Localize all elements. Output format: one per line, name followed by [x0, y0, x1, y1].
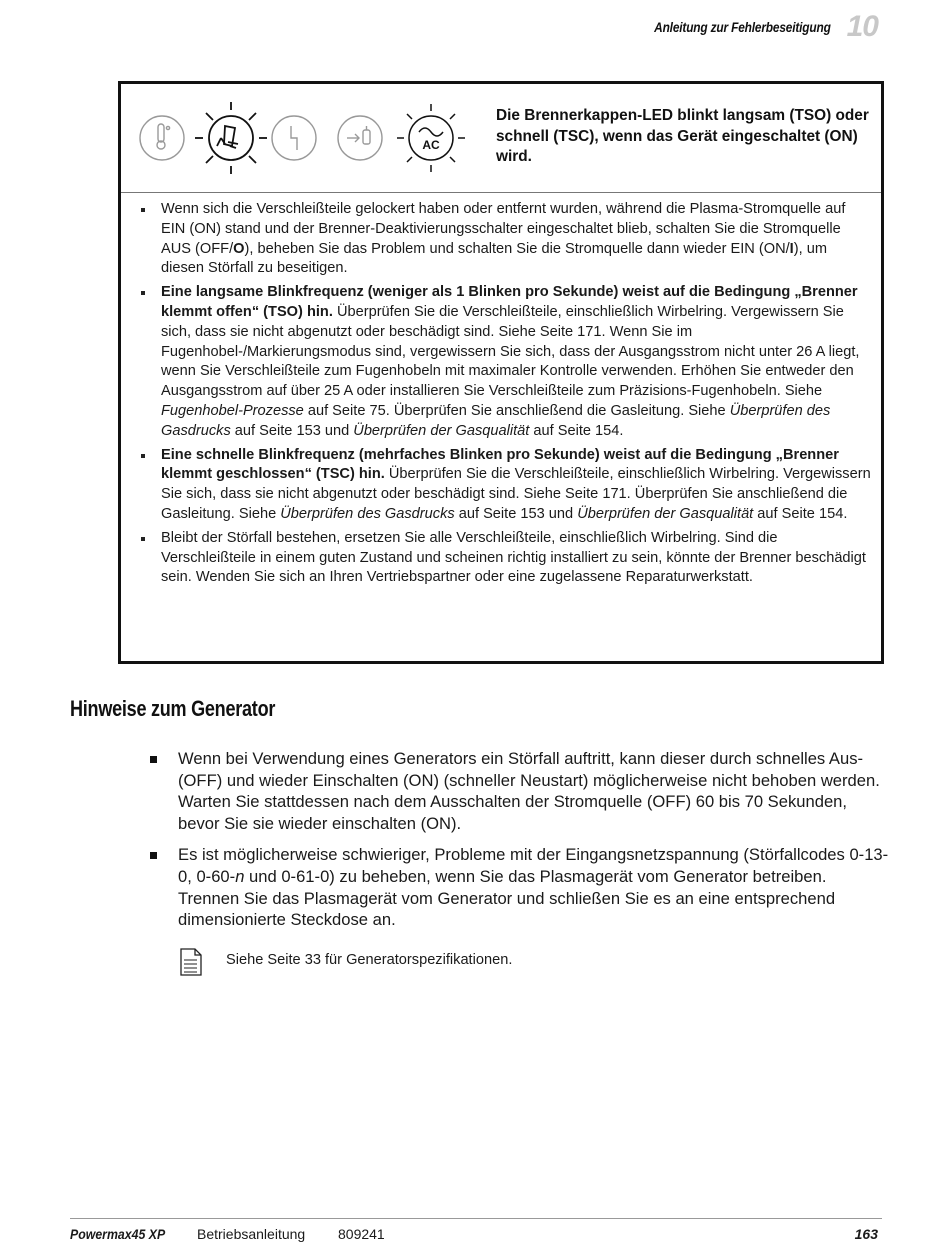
chapter-number: 10 — [846, 10, 878, 43]
fault-step: Bleibt der Störfall bestehen, ersetzen Sie alle Verschleißteile, einschließlich Wirbelring. Sind die Verschleißteile in einem guten Zustand und scheinen richtig installiert zu sein, könnte der Brenner beschädigt sein. Wenden Sie sich an Ihren Vertriebspartner oder eine zugelassene Reparaturwerkstatt. — [121, 529, 881, 588]
status-icons — [135, 98, 475, 178]
fault-box — [118, 81, 884, 664]
page-header — [623, 12, 878, 42]
footer-doc-title: Betriebsanleitung — [197, 1226, 306, 1242]
generator-note: Wenn bei Verwendung eines Generators ein Störfall auftritt, kann dieser durch schnelles Aus- (OFF) und wieder Einschalten (ON) (schneller Neustart) möglicherweise nicht behoben werden. Warten Sie stattdessen nach dem Ausschalten der Stromquelle (OFF) 60 bis 70 Sekunden, bevor Sie sie wieder einschalten (ON). — [150, 748, 890, 834]
fault-headline: Die Brennerkappen-LED blinkt langsam (TSO) oder schnell (TSC), wenn das Gerät eingeschaltet (ON) wird. — [496, 107, 869, 165]
torch-cap-icon — [195, 102, 267, 174]
reference-note — [180, 948, 512, 976]
document-note-icon — [180, 948, 202, 976]
generator-notes — [150, 748, 890, 941]
fault-steps — [121, 200, 881, 592]
fault-icon — [272, 116, 316, 160]
gas-pressure-icon — [338, 116, 382, 160]
ac-label: AC — [422, 138, 440, 152]
generator-note: Es ist möglicherweise schwieriger, Probleme mit der Eingangsnetzspannung (Störfallcodes 0-13-0, 0-60-n und 0-61-0) zu beheben, wenn Sie das Plasmagerät vom Generator betreiben. Trennen Sie das Plasmagerät vom Generator und schließen Sie es an eine entsprechend dimensionierte Steckdose an. — [150, 844, 890, 930]
footer-doc-number: 809241 — [338, 1226, 385, 1242]
note-text: Siehe Seite 33 für Generatorspezifikationen. — [226, 952, 513, 968]
fault-step: Eine langsame Blinkfrequenz (weniger als 1 Blinken pro Sekunde) weist auf die Bedingung „Brenner klemmt offen“ (TSO) hin. Überprüfen Sie die Verschleißteile, einschließlich Wirbelring. Vergewissern Sie sich, dass sie nicht abgenutzt oder beschädigt sind. Siehe Seite 171. Wenn Sie im Fugenhobel-/Markierungsmodus sind, vergewissern Sie sich, dass der Ausgangsstrom nicht unter 26 A liegt, wenn Sie Verschleißteile zum Fugenhobeln mit maximaler Kontrolle verwenden. Erhöhen Sie entweder den Ausgangsstrom auf über 25 A oder installieren Sie Verschleißteile zum Präzisions-Fugenhobeln. Siehe Fugenhobel-Prozesse auf Seite 75. Überprüfen Sie anschließend die Gasleitung. Siehe Überprüfen des Gasdrucks auf Seite 153 und Überprüfen der Gasqualität auf Seite 154. — [121, 283, 881, 441]
section-title: Hinweise zum Generator — [70, 696, 276, 721]
header-title: Anleitung zur Fehlerbeseitigung — [654, 19, 831, 35]
fault-step: Wenn sich die Verschleißteile gelockert haben oder entfernt wurden, während die Plasma-Stromquelle auf EIN (ON) stand und der Brenner-Deaktivierungsschalter eingeschaltet blieb, schalten Sie die Stromquelle AUS (OFF/O), beheben Sie das Problem und schalten Sie die Stromquelle dann wieder EIN (ON/I), um diesen Störfall zu beseitigen. — [121, 200, 881, 279]
temperature-icon — [140, 116, 184, 160]
page-number: 163 — [854, 1226, 878, 1242]
footer-divider — [70, 1218, 882, 1219]
fault-step: Eine schnelle Blinkfrequenz (mehrfaches Blinken pro Sekunde) weist auf die Bedingung „Brenner klemmt geschlossen“ (TSC) hin. Überprüfen Sie die Verschleißteile, einschließlich Wirbelring. Vergewissern Sie sich, dass sie nicht abgenutzt oder beschädigt sind. Siehe Seite 171. Überprüfen Sie anschließend die Gasleitung. Siehe Überprüfen des Gasdrucks auf Seite 153 und Überprüfen der Gasqualität auf Seite 154. — [121, 446, 881, 525]
fault-box-header — [121, 84, 881, 193]
footer-product: Powermax45 XP — [70, 1226, 166, 1242]
page-footer — [70, 1226, 878, 1246]
